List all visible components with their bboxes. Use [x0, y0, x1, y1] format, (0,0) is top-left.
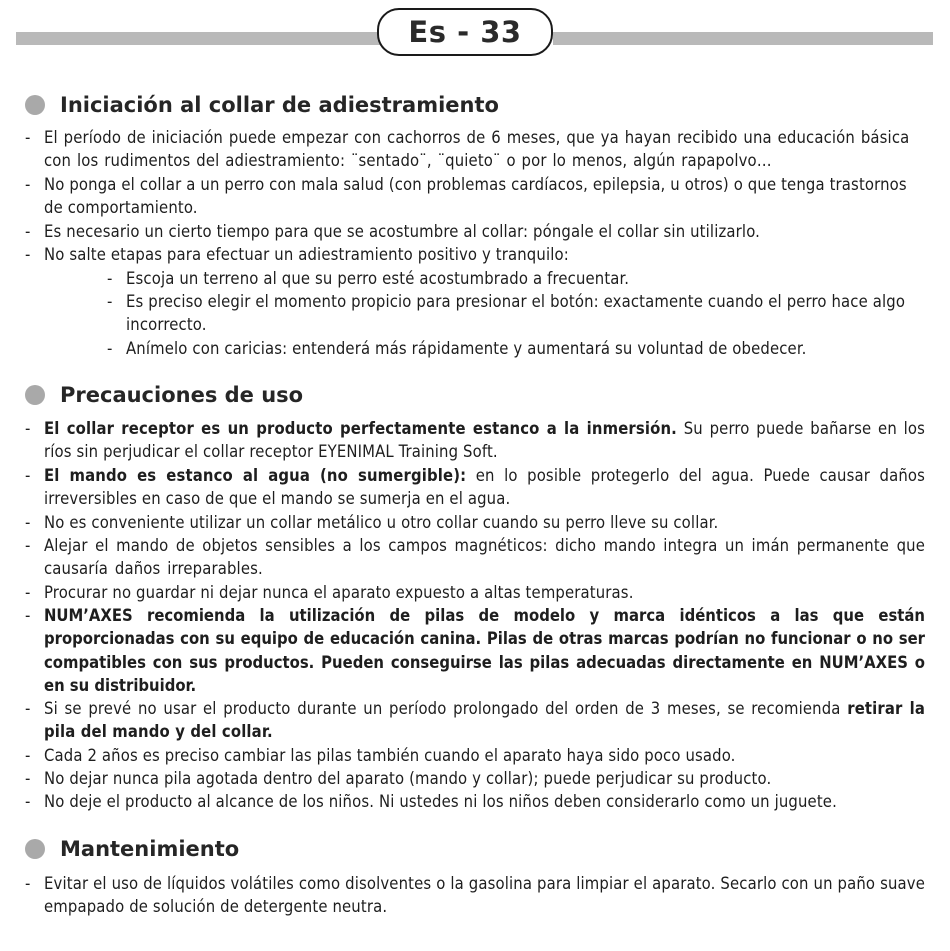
list-item: - No salte etapas para efectuar un adiestramiento positivo y tranquilo: [25, 243, 925, 266]
sub-list-item: - Anímelo con caricias: entenderá más rápidamente y aumentará su voluntad de obedecer. [107, 337, 925, 360]
bold-text: El collar receptor es un producto perfectamente estanco a la inmersión. [44, 419, 677, 438]
page-header [0, 0, 950, 60]
list-item: - El período de iniciación puede empezar con cachorros de 6 meses, que ya hayan recibido una educación básica con los rudimentos del adiestramiento: ¨sentado¨, ¨quieto¨ o por lo menos, algún rapapolvo… [25, 126, 925, 173]
list-item-text: No dejar nunca pila agotada dentro del aparato (mando y collar); puede perjudicar su producto. [44, 769, 772, 788]
sub-list-item: - Es preciso elegir el momento propicio para presionar el botón: exactamente cuando el perro hace algo incorrecto. [107, 290, 925, 337]
header-rule-right [553, 32, 933, 45]
bullet-dot-icon [25, 839, 45, 859]
list-item-text: Cada 2 años es preciso cambiar las pilas también cuando el aparato haya sido poco usado. [44, 746, 736, 765]
list-item-text: Es necesario un cierto tiempo para que se acostumbre al collar: póngale el collar sin utilizarlo. [44, 222, 760, 241]
sub-list-item-text: Escoja un terreno al que su perro esté acostumbrado a frecuentar. [126, 269, 630, 288]
list-item: - Alejar el mando de objetos sensibles a los campos magnéticos: dicho mando integra un imán permanente que causaría daños irreparables. [25, 534, 925, 581]
list-item: - No dejar nunca pila agotada dentro del aparato (mando y collar); puede perjudicar su producto. [25, 767, 925, 790]
list-item: - Es necesario un cierto tiempo para que se acostumbre al collar: póngale el collar sin utilizarlo. [25, 220, 925, 243]
header-rule-left [16, 32, 380, 45]
list-item-text: Si se prevé no usar el producto durante un período prolongado del orden de 3 meses, se recomienda retirar la pila del mando y del collar. [44, 699, 926, 742]
bold-text: NUM’AXES recomienda la utilización de pilas de modelo y marca idénticos a las que están proporcionadas con su equipo de educación canina. Pilas de otras marcas podrían no funcionar o no ser compatibles con sus productos. Pueden conseguirse las pilas adecuadas directamente en NUM’AXES o en su distribuidor. [44, 606, 925, 695]
list-item: - Cada 2 años es preciso cambiar las pilas también cuando el aparato haya sido poco usado. [25, 744, 925, 767]
list-item: - No deje el producto al alcance de los niños. Ni ustedes ni los niños deben considerarlo como un juguete. [25, 790, 925, 813]
list-item-text: Procurar no guardar ni dejar nunca el aparato expuesto a altas temperaturas. [44, 583, 634, 602]
bold-text: retirar la pila del mando y del collar. [44, 699, 926, 742]
list-item: - Si se prevé no usar el producto durante un período prolongado del orden de 3 meses, se recomienda retirar la pila del mando y del collar. [25, 697, 925, 744]
sub-list-item-text: Anímelo con caricias: entenderá más rápidamente y aumentará su voluntad de obedecer. [126, 339, 807, 358]
list-item: - El collar receptor es un producto perfectamente estanco a la inmersión. Su perro puede bañarse en los ríos sin perjudicar el collar receptor EYENIMAL Training Soft. [25, 417, 925, 464]
list-item-text: Alejar el mando de objetos sensibles a los campos magnéticos: dicho mando integra un imán permanente que causaría daños irreparables. [44, 536, 925, 579]
sub-list-item: - Escoja un terreno al que su perro esté acostumbrado a frecuentar. [107, 267, 925, 290]
list-item: - No es conveniente utilizar un collar metálico u otro collar cuando su perro lleve su collar. [25, 511, 925, 534]
section-heading [25, 381, 303, 409]
sub-list-item-text: Es preciso elegir el momento propicio para presionar el botón: exactamente cuando el perro hace algo incorrecto. [126, 292, 906, 335]
list-item-text: No salte etapas para efectuar un adiestramiento positivo y tranquilo: [44, 245, 569, 264]
list-item-text: No es conveniente utilizar un collar metálico u otro collar cuando su perro lleve su collar. [44, 513, 719, 532]
list-item-text: No ponga el collar a un perro con mala salud (con problemas cardíacos, epilepsia, u otros) o que tenga trastornos de comportamiento. [44, 175, 907, 218]
section-title: Precauciones de uso [60, 383, 304, 407]
section-title: Iniciación al collar de adiestramiento [60, 93, 499, 117]
list-item-text [44, 604, 925, 697]
list-item: - Procurar no guardar ni dejar nunca el aparato expuesto a altas temperaturas. [25, 581, 925, 604]
list-item-text: No deje el producto al alcance de los niños. Ni ustedes ni los niños deben considerarlo como un juguete. [44, 792, 837, 811]
list-item: - NUM’AXES recomienda la utilización de pilas de modelo y marca idénticos a las que están proporcionadas con su equipo de educación canina. Pilas de otras marcas podrían no funcionar o no ser compatibles con sus productos. Pueden conseguirse las pilas adecuadas directamente en NUM’AXES o en su distribuidor. [25, 604, 925, 697]
section-title: Mantenimiento [60, 837, 240, 861]
bold-text: El mando es estanco al agua (no sumergible): [44, 466, 467, 485]
section-heading [25, 835, 239, 863]
section-heading [25, 91, 499, 119]
list-item-text: El mando es estanco al agua (no sumergible): en lo posible protegerlo del agua. Puede causar daños irreversibles en caso de que el mando se sumerja en el agua. [44, 466, 925, 509]
list-item-text: El collar receptor es un producto perfectamente estanco a la inmersión. Su perro puede bañarse en los ríos sin perjudicar el collar receptor EYENIMAL Training Soft. [44, 419, 926, 462]
bullet-dot-icon [25, 95, 45, 115]
list-item-text: Evitar el uso de líquidos volátiles como disolventes o la gasolina para limpiar el aparato. Secarlo con un paño suave empapado de solución de detergente neutra. [44, 874, 925, 917]
page-number-label: Es - 33 [377, 8, 553, 56]
list-item: - Evitar el uso de líquidos volátiles como disolventes o la gasolina para limpiar el aparato. Secarlo con un paño suave empapado de solución de detergente neutra. [25, 872, 925, 919]
list-item-text: El período de iniciación puede empezar con cachorros de 6 meses, que ya hayan recibido una educación básica con los rudimentos del adiestramiento: ¨sentado¨, ¨quieto¨ o por lo menos, algún rapapolvo… [44, 128, 910, 171]
list-item: - El mando es estanco al agua (no sumergible): en lo posible protegerlo del agua. Puede causar daños irreversibles en caso de que el mando se sumerja en el agua. [25, 464, 925, 511]
bullet-dot-icon [25, 385, 45, 405]
list-item: - No ponga el collar a un perro con mala salud (con problemas cardíacos, epilepsia, u otros) o que tenga trastornos de comportamiento. [25, 173, 925, 220]
